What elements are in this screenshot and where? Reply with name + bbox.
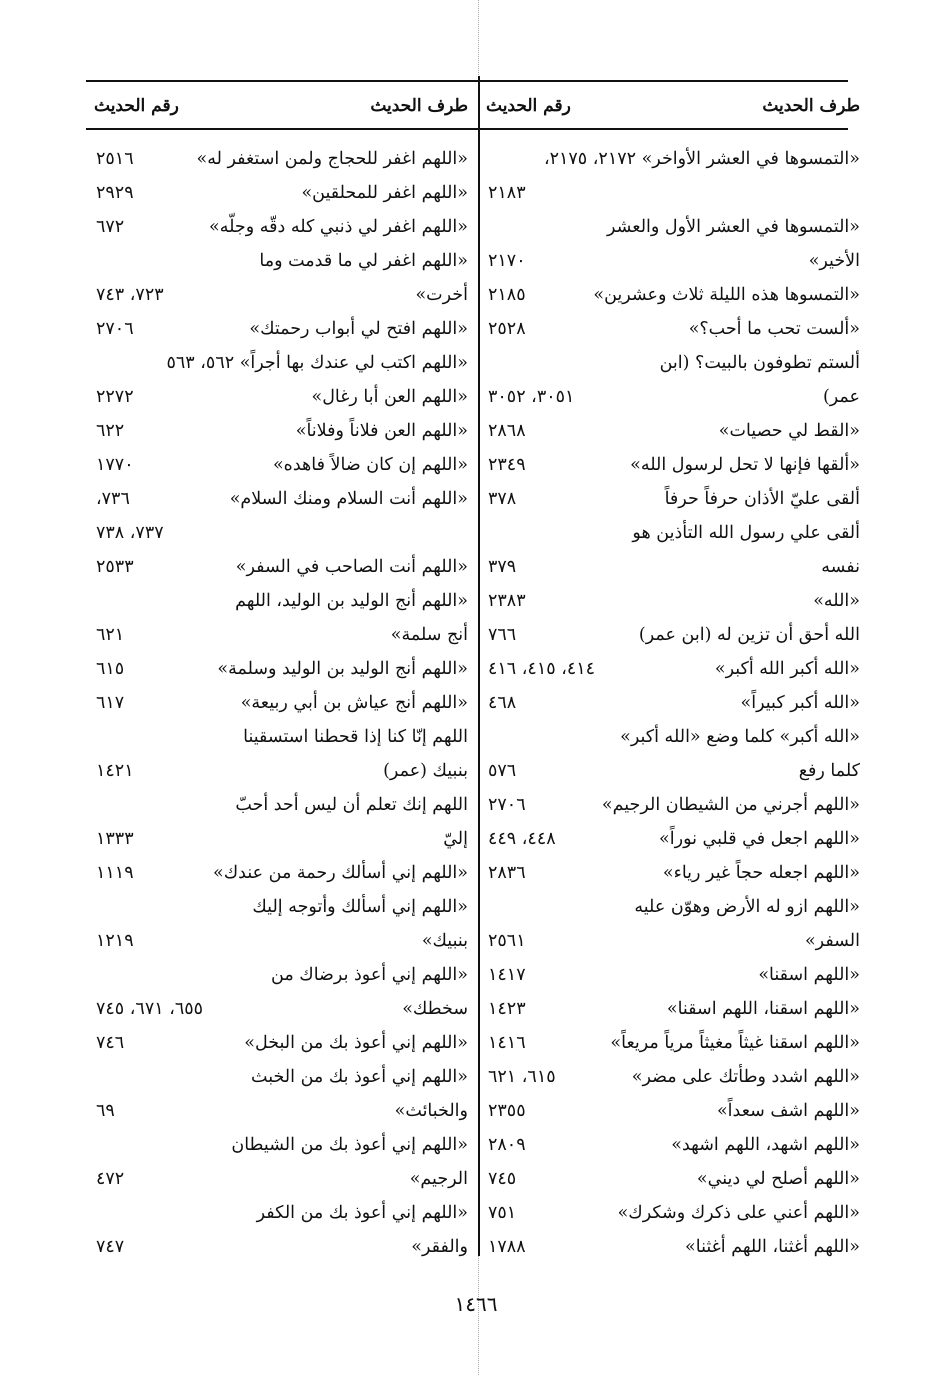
entry-text: ألقى عليّ الأذان حرفاً حرفاً (664, 489, 860, 509)
top-rule (86, 80, 848, 82)
entry-number: ٢٧٠٦ (96, 319, 134, 339)
entry-text: «اللهم اشدد وطأتك على مضر» (631, 1067, 860, 1087)
index-entry (484, 856, 862, 890)
index-entry (484, 448, 862, 482)
index-entry (484, 1230, 862, 1264)
index-entry (484, 244, 862, 278)
index-entry (92, 278, 470, 312)
right-entries (484, 142, 862, 1264)
entry-number: ١٤٢٣ (488, 999, 526, 1019)
index-entry (92, 754, 470, 788)
entry-number: ٢٨٠٩ (488, 1135, 526, 1155)
index-entry (92, 142, 470, 176)
entry-text: «اللهم اغفر للحجاج ولمن استغفر له» (196, 149, 468, 169)
entry-number: ٦٢٢ (96, 421, 125, 441)
index-entry (92, 1162, 470, 1196)
entry-number: ٢٥١٦ (96, 149, 134, 169)
entry-text: الرجيم» (409, 1169, 468, 1189)
entry-number: ٦٩ (96, 1101, 115, 1121)
entry-text: «اللهم العن فلاناً وفلاناً» (295, 421, 468, 441)
entry-text: «اللهم ازو له الأرض وهوّن عليه (634, 897, 860, 917)
index-entry (92, 516, 470, 550)
entry-text: «التمسوها هذه الليلة ثلاث وعشرين» (593, 285, 860, 305)
entry-number: ٤١٤، ٤١٥، ٤١٦ (488, 659, 596, 679)
index-entry (92, 822, 470, 856)
entry-number: ١١١٩ (96, 863, 134, 883)
index-entry (92, 652, 470, 686)
index-entry (92, 1128, 470, 1162)
column-divider (478, 76, 480, 1256)
entry-text: «اللهم افتح لي أبواب رحمتك» (249, 319, 468, 339)
right-column-header (484, 88, 862, 128)
index-entry (484, 176, 862, 210)
entry-number: ٦١٥ (96, 659, 125, 679)
entry-text: «اللهم إني أعوذ بك من الخبث (251, 1067, 468, 1087)
index-entry (484, 686, 862, 720)
index-entry (92, 448, 470, 482)
index-entry (92, 380, 470, 414)
index-entry (92, 958, 470, 992)
entry-number: ٤٤٨، ٤٤٩ (488, 829, 556, 849)
entry-text: أخرت» (415, 285, 468, 305)
entry-number: ٧٣٧، ٧٣٨ (96, 523, 164, 543)
entry-number: ١٤٢١ (96, 761, 134, 781)
entry-text: «اللهم إن كان ضالاً فاهده» (272, 455, 468, 475)
index-entry (92, 1196, 470, 1230)
entry-text: «اللهم اسقنا» (758, 965, 860, 985)
index-entry (484, 312, 862, 346)
index-entry (484, 890, 862, 924)
entry-text: «اللهم العن أبا رغال» (311, 387, 468, 407)
index-entry (484, 1128, 862, 1162)
entry-text: اللهم إنّا كنا إذا قحطنا استسقينا (243, 727, 468, 747)
entry-text: «اللهم اجعله حجاً غير رياء» (662, 863, 860, 883)
entry-number: ٢١٨٥ (488, 285, 526, 305)
entry-text: «الله» (813, 591, 860, 611)
index-entry (484, 618, 862, 652)
entry-number: ٢٣٤٩ (488, 455, 526, 475)
index-entry (484, 822, 862, 856)
entry-text: سخطك» (402, 999, 468, 1019)
entry-text: «ألست تحب ما أحب؟» (688, 319, 860, 339)
index-entry (92, 550, 470, 584)
entry-number: ٢٣٨٣ (488, 591, 526, 611)
entry-number: ٦٥٥، ٦٧١، ٧٤٥ (96, 999, 204, 1019)
hadith-number-heading: رقم الحديث (486, 96, 571, 116)
index-entry (92, 244, 470, 278)
entry-number: ٢٨٦٨ (488, 421, 526, 441)
entry-text: «القط لي حصيات» (718, 421, 860, 441)
entry-number: ١٤١٧ (488, 965, 526, 985)
entry-number: ٥٧٦ (488, 761, 517, 781)
index-entry (92, 584, 470, 618)
index-entry (484, 380, 862, 414)
index-entry (484, 958, 862, 992)
entry-number: ٧٣٦، (96, 489, 130, 509)
entry-text: «اللهم اسقنا، اللهم اسقنا» (666, 999, 860, 1019)
entry-text: «اللهم اشهد، اللهم اشهد» (671, 1135, 860, 1155)
entry-number: ٣٧٩ (488, 557, 517, 577)
index-entry (92, 992, 470, 1026)
entry-number: ٢٩٢٩ (96, 183, 134, 203)
index-entry (92, 924, 470, 958)
page-number: ١٤٦٦ (454, 1292, 498, 1316)
index-entry (92, 890, 470, 924)
left-entries (92, 142, 470, 1264)
index-entry (92, 1094, 470, 1128)
entry-text: «اللهم اكتب لي عندك بها أجراً» ٥٦٢، ٥٦٣ (166, 353, 468, 373)
entry-text: «الله أكبر» كلما وضع «الله أكبر» (620, 727, 860, 747)
entry-text: السفر» (804, 931, 860, 951)
index-entry (484, 142, 862, 176)
entry-text: «اللهم أنت السلام ومنك السلام» (229, 489, 468, 509)
entry-text: إليّ (443, 829, 468, 849)
entry-text: «اللهم إني أعوذ برضاك من (271, 965, 468, 985)
index-entry (92, 618, 470, 652)
hadith-phrase-heading: طرف الحديث (370, 96, 468, 116)
entry-text: «اللهم إني أعوذ بك من الشيطان (231, 1135, 468, 1155)
index-entry (484, 652, 862, 686)
entry-number: ٢٨٣٦ (488, 863, 526, 883)
entry-text: بنبيك (عمر) (383, 761, 468, 781)
entry-text: عمر) (822, 387, 860, 407)
index-entry (92, 1026, 470, 1060)
left-column (92, 88, 470, 1264)
index-entry (92, 1230, 470, 1264)
entry-text: «اللهم أنج عياش بن أبي ربيعة» (240, 693, 468, 713)
entry-number: ٧٤٥ (488, 1169, 517, 1189)
entry-text: «اللهم إني أسألك وأتوجه إليك (252, 897, 468, 917)
entry-text: ألستم تطوفون بالبيت؟ (ابن (659, 353, 860, 373)
entry-text: «الله أكبر كبيراً» (740, 693, 860, 713)
entry-number: ٧٦٦ (488, 625, 517, 645)
entry-number: ١٤١٦ (488, 1033, 526, 1053)
index-entry (92, 210, 470, 244)
index-entry (484, 278, 862, 312)
entry-text: «التمسوها في العشر الأواخر» ٢١٧٢، ٢١٧٥، (543, 149, 860, 169)
index-entry (92, 788, 470, 822)
right-column (484, 88, 862, 1264)
index-entry (92, 176, 470, 210)
entry-text: «اللهم أنج الوليد بن الوليد وسلمة» (217, 659, 468, 679)
index-entry (92, 1060, 470, 1094)
index-entry (484, 788, 862, 822)
index-entry (92, 312, 470, 346)
index-entry (92, 686, 470, 720)
entry-text: اللهم إنك تعلم أن ليس أحد أحبّ (235, 795, 468, 815)
index-entry (484, 584, 862, 618)
entry-text: كلما رفع (798, 761, 860, 781)
entry-number: ٧٤٦ (96, 1033, 125, 1053)
entry-text: «اللهم إني أعوذ بك من الكفر (256, 1203, 468, 1223)
entry-text: «اللهم اجعل في قلبي نوراً» (659, 829, 860, 849)
index-entry (484, 1162, 862, 1196)
entry-number: ٦١٥، ٦٢١ (488, 1067, 556, 1087)
entry-number: ٧٢٣، ٧٤٣ (96, 285, 164, 305)
entry-number: ٢٢٧٢ (96, 387, 134, 407)
entry-text: أنج سلمة» (390, 625, 468, 645)
entry-number: ٢٥٦١ (488, 931, 526, 951)
index-entry (484, 1026, 862, 1060)
index-entry (484, 992, 862, 1026)
index-entry (484, 550, 862, 584)
index-entry (484, 754, 862, 788)
index-entry (484, 924, 862, 958)
entry-text: «اللهم اغفر لي ذنبي كله دقّه وجلّه» (209, 217, 468, 237)
entry-number: ٤٦٨ (488, 693, 517, 713)
entry-text: «اللهم اسقنا غيثاً مغيثاً مرياً مريعاً» (610, 1033, 860, 1053)
entry-number: ٢٧٠٦ (488, 795, 526, 815)
index-entry (92, 720, 470, 754)
entry-number: ٢٣٥٥ (488, 1101, 526, 1121)
entry-number: ٦٢١ (96, 625, 125, 645)
entry-text: «التمسوها في العشر الأول والعشر (607, 217, 860, 237)
index-entry (484, 482, 862, 516)
index-entry (484, 720, 862, 754)
entry-number: ٤٧٢ (96, 1169, 125, 1189)
index-entry (484, 1094, 862, 1128)
index-entry (484, 1196, 862, 1230)
entry-text: «اللهم اشف سعداً» (716, 1101, 860, 1121)
index-entry (92, 346, 470, 380)
entry-number: ١٧٧٠ (96, 455, 134, 475)
entry-number: ١٢١٩ (96, 931, 134, 951)
entry-number: ٧٤٧ (96, 1237, 125, 1257)
index-entry (484, 346, 862, 380)
entry-text: ألقى علي رسول الله التأذين هو (632, 523, 860, 543)
entry-text: «اللهم أغثنا، اللهم أغثنا» (685, 1237, 860, 1257)
entry-text: «اللهم اغفر للمحلقين» (301, 183, 468, 203)
entry-text: «اللهم إني أعوذ بك من البخل» (244, 1033, 468, 1053)
hadith-number-heading: رقم الحديث (94, 96, 179, 116)
entry-text: بنبيك» (421, 931, 468, 951)
entry-number: ٢٥٣٣ (96, 557, 134, 577)
index-entry (92, 482, 470, 516)
entry-text: «اللهم أصلح لي ديني» (696, 1169, 860, 1189)
index-entry (92, 856, 470, 890)
hadith-phrase-heading: طرف الحديث (762, 96, 860, 116)
index-entry (484, 516, 862, 550)
entry-text: «الله أكبر الله أكبر» (714, 659, 860, 679)
entry-text: «اللهم أنت الصاحب في السفر» (235, 557, 468, 577)
entry-text: الأخير» (808, 251, 860, 271)
entry-number: ٦٧٢ (96, 217, 125, 237)
entry-number: ٣٧٨ (488, 489, 517, 509)
index-entry (484, 210, 862, 244)
entry-number: ١٧٨٨ (488, 1237, 526, 1257)
entry-text: نفسه (821, 557, 860, 577)
entry-text: «اللهم اغفر لي ما قدمت وما (259, 251, 468, 271)
entry-text: الله أحق أن تزين له (ابن عمر) (638, 625, 860, 645)
entry-text: «اللهم أجرني من الشيطان الرجيم» (601, 795, 860, 815)
entry-number: ٧٥١ (488, 1203, 517, 1223)
entry-number: ٢١٨٣ (488, 183, 526, 203)
index-entry (484, 414, 862, 448)
entry-number: ١٣٣٣ (96, 829, 134, 849)
entry-number: ٢١٧٠ (488, 251, 526, 271)
entry-text: والفقر» (411, 1237, 468, 1257)
entry-text: «اللهم أعني على ذكرك وشكرك» (617, 1203, 860, 1223)
left-column-header (92, 88, 470, 128)
entry-number: ٢٥٢٨ (488, 319, 526, 339)
entry-text: «ألقها فإنها لا تحل لرسول الله» (630, 455, 860, 475)
entry-text: «اللهم أنج الوليد بن الوليد، اللهم (235, 591, 468, 611)
entry-text: والخبائث» (394, 1101, 468, 1121)
entry-number: ٦١٧ (96, 693, 125, 713)
index-entry (92, 414, 470, 448)
entry-text: «اللهم إني أسألك رحمة من عندك» (213, 863, 468, 883)
index-entry (484, 1060, 862, 1094)
entry-number: ٣٠٥١، ٣٠٥٢ (488, 387, 575, 407)
